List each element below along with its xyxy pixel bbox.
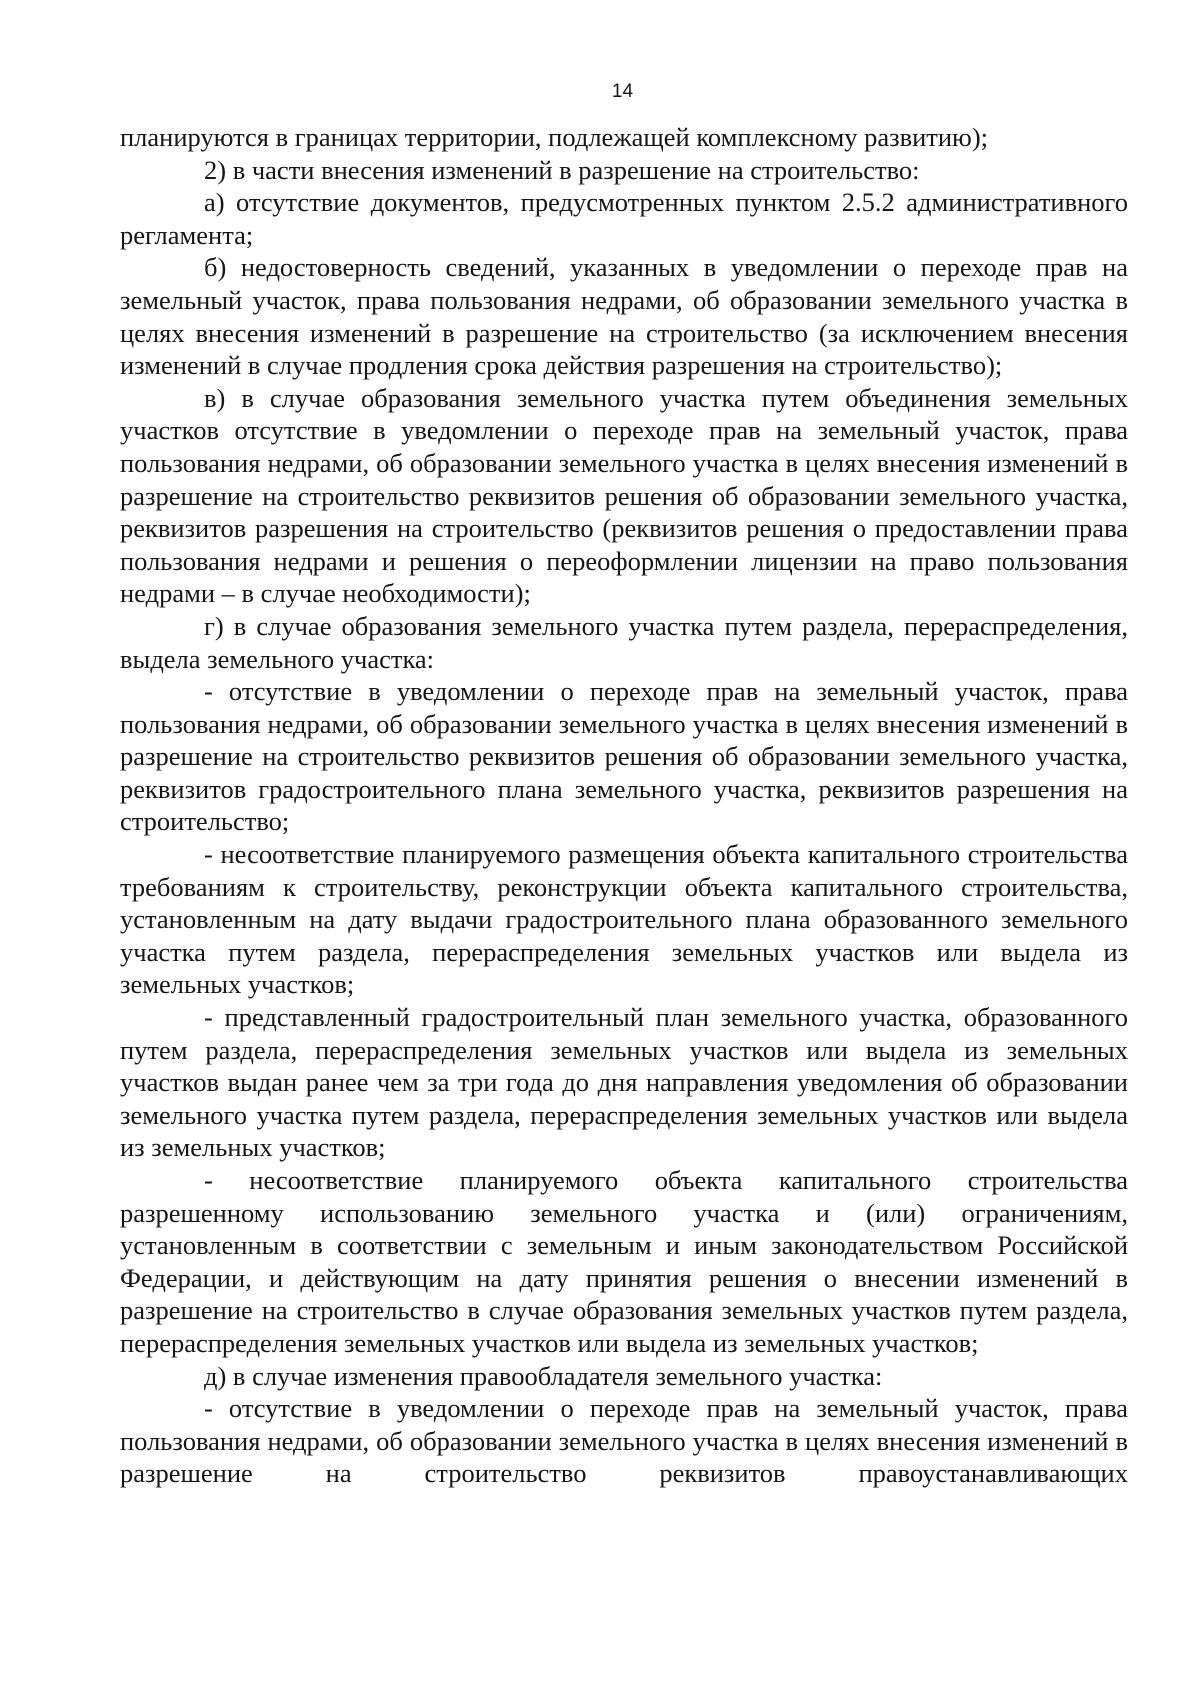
paragraph-item-2g-dash-4: - несоответствие планируемого объекта капитального строительства разрешенному использованию земельного участка и (или) ограничениям, установленным в соответствии с земельным и иным законодательством Российской Федерации, и действующим на дату принятия решения о внесении изменений в разрешение на строительство в случае образования земельных участков путем раздела, перераспределения земельных участков или выдела из земельных участков; — [120, 1165, 1128, 1358]
paragraph-item-2g-dash-2: - несоответствие планируемого размещения объекта капитального строительства требованиям к строительству, реконструкции объекта капитального строительства, установленным на дату выдачи градостроительного плана образованного земельного участка путем раздела, перераспределения земельных участков или выдела из земельных участков; — [120, 839, 1128, 1000]
paragraph-continuation: планируются в границах территории, подлежащей комплексному развитию); — [120, 122, 989, 152]
paragraph-item-2: 2) в части внесения изменений в разрешение на строительство: — [204, 154, 920, 185]
paragraph-item-2d-dash-1: - отсутствие в уведомлении о переходе прав на земельный участок, права пользования недрами, об образовании земельного участка в целях внесения изменений в разрешение на строительство реквизитов правоустанавливающих — [120, 1393, 1128, 1489]
paragraph-item-2a: а) отсутствие документов, предусмотренных пунктом 2.5.2 административного регламента; — [120, 187, 1128, 250]
paragraph-item-2b: б) недостоверность сведений, указанных в уведомлении о переходе прав на земельный участок, права пользования недрами, об образовании земельного участка в целях внесения изменений в разрешение на строительство (за исключением внесения изменений в случае продления срока действия разрешения на строительство); — [120, 252, 1128, 381]
paragraph-item-2g: г) в случае образования земельного участка путем раздела, перераспределения, выдела земельного участка: — [120, 610, 1128, 674]
paragraph-item-2v: в) в случае образования земельного участка путем объединения земельных участков отсутствие в уведомлении о переходе прав на земельный участок, права пользования недрами, об образовании земельного участка в целях внесения изменений в разрешение на строительство реквизитов решения об образовании земельного участка, реквизитов разрешения на строительство (реквизитов решения о предоставлении права пользования недрами и решения о переоформлении лицензии на право пользования недрами – в случае необходимости); — [120, 382, 1128, 609]
page-number: 14 — [611, 81, 634, 102]
document-body — [120, 121, 1128, 1490]
paragraph-item-2g-dash-1: - отсутствие в уведомлении о переходе прав на земельный участок, права пользования недрами, об образовании земельного участка в целях внесения изменений в разрешение на строительство реквизитов решения об образовании земельного участка, реквизитов градостроительного плана земельного участка, реквизитов разрешения на строительство; — [120, 676, 1128, 837]
paragraph-item-2g-dash-3: - представленный градостроительный план земельного участка, образованного путем раздела, перераспределения земельных участков или выдела из земельных участков выдан ранее чем за три года до дня направления уведомления об образовании земельного участка путем раздела, перераспределения земельных участков или выдела из земельных участков; — [120, 1002, 1128, 1163]
paragraph-item-2d: д) в случае изменения правообладателя земельного участка: — [204, 1360, 883, 1391]
